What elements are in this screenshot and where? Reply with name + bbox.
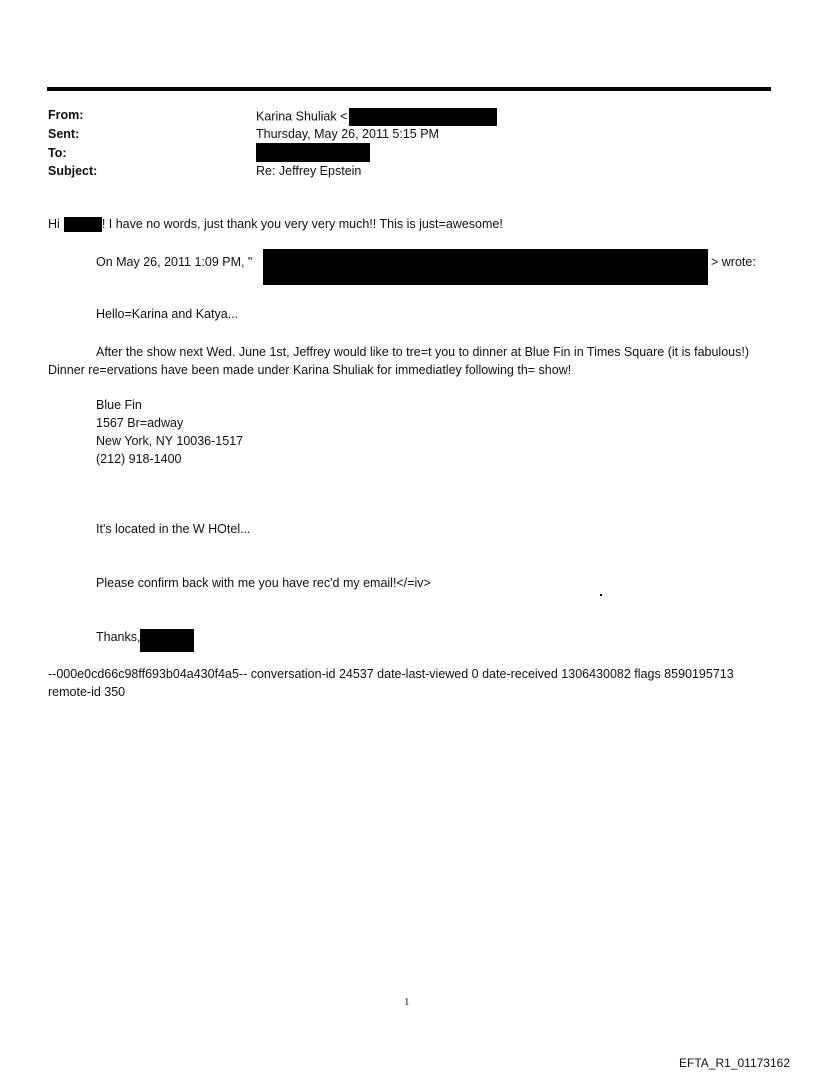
redaction-block [256, 143, 370, 162]
thanks-text: Thanks, [96, 630, 141, 644]
quote-wrote: > wrote: [711, 255, 756, 269]
to-value [256, 143, 370, 162]
subject-value: Re: Jeffrey Epstein [256, 164, 362, 178]
thanks-line [96, 630, 140, 644]
quote-intro: On May 26, 2011 1:09 PM, " [96, 255, 253, 269]
address-line: Blue Fin [96, 398, 142, 412]
redaction-block [349, 108, 497, 126]
redaction-block [140, 629, 194, 652]
hello-line: Hello=Karina and Katya... [96, 307, 239, 321]
redaction-block [263, 249, 708, 285]
greeting-line [48, 217, 503, 232]
confirm-line: Please confirm back with me you have rec'd my email!</=iv> [96, 576, 431, 590]
from-label: From: [48, 108, 84, 122]
dinner-paragraph: After the show next Wed. June 1st, Jeffrey would like to tre=t you to dinner at Blue Fin in Times Square (it is fabulous!) Dinner re=ervations have been made under Karina Shuliak for immediatley following th= show! [48, 345, 749, 377]
sent-label: Sent: [48, 127, 80, 141]
document-id: EFTA_R1_01173162 [679, 1056, 790, 1070]
stray-mark [600, 594, 602, 596]
page-number: 1 [404, 996, 410, 1008]
address-line: New York, NY 10036-1517 [96, 434, 244, 448]
from-name: Karina Shuliak < [256, 109, 348, 124]
greeting-text: ! I have no words, just thank you very very much!! This is just=awesome! [101, 217, 503, 231]
from-value [256, 108, 497, 126]
address-block [96, 396, 243, 468]
header-rule [47, 87, 771, 91]
redaction-block [64, 217, 102, 232]
greeting-hi: Hi [48, 217, 60, 231]
to-label: To: [48, 146, 67, 160]
quote-intro-line [96, 255, 252, 269]
address-line: (212) 918-1400 [96, 452, 182, 466]
subject-label: Subject: [48, 164, 98, 178]
address-line: 1567 Br=adway [96, 416, 184, 430]
metadata-text: --000e0cd66c98ff693b04a430f4a5-- conversation-id 24537 date-last-viewed 0 date-received 1306430082 flags 8590195713 remote-id 350 [48, 667, 734, 699]
location-line: It's located in the W HOtel... [96, 522, 251, 536]
sent-value: Thursday, May 26, 2011 5:15 PM [256, 127, 439, 141]
